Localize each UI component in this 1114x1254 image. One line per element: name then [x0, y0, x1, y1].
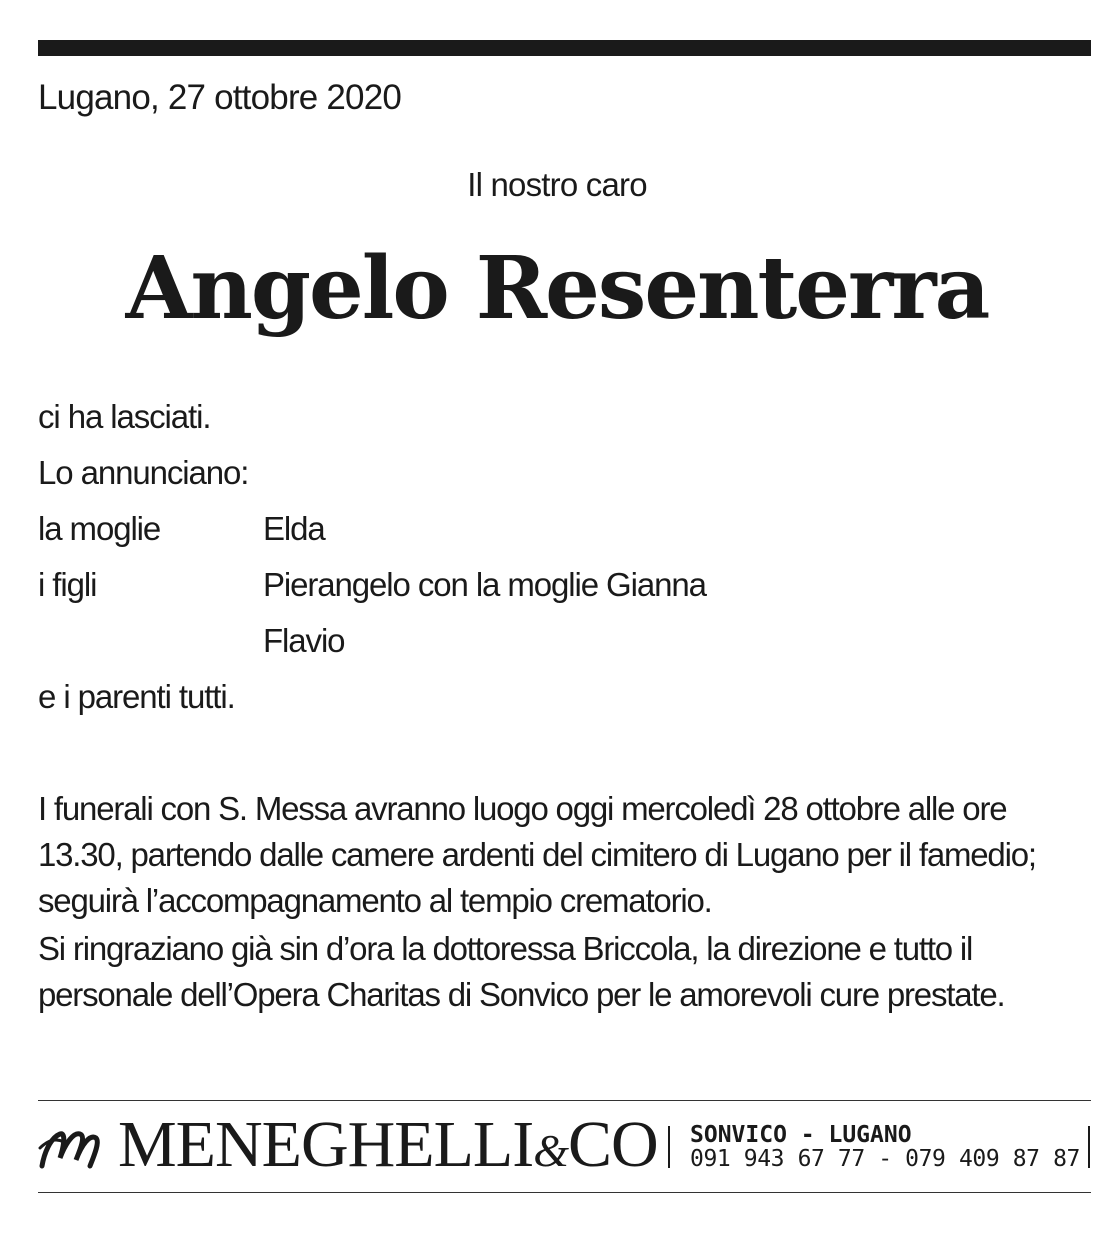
- footer-divider-right: [1088, 1126, 1090, 1168]
- deceased-name: Angelo Resenterra: [125, 238, 989, 339]
- funeral-home-phones: 091 943 67 77 - 079 409 87 87: [690, 1146, 1080, 1172]
- funeral-paragraph: I funerali con S. Messa avranno luogo oggi mercoledì 28 ottobre alle ore 13.30, partendo dalle camere ardenti del cimitero di Lugano per il famedio; seguirà l’accompagnamento al tempio crematorio.: [38, 790, 1036, 919]
- closing-text: e i parenti tutti.: [38, 678, 235, 715]
- footer-rule-top: [38, 1100, 1091, 1101]
- family-names-child-2: Flavio: [263, 622, 345, 659]
- brand-co: CO: [568, 1108, 658, 1181]
- funeral-home-brand: [118, 1108, 658, 1181]
- funeral-home-location: SONVICO - LUGANO: [690, 1122, 912, 1148]
- funeral-home-logo-icon: [38, 1124, 102, 1172]
- footer-rule-bottom: [38, 1192, 1091, 1193]
- family-names-wife: Elda: [263, 510, 325, 547]
- family-role-wife: la moglie: [38, 510, 161, 547]
- place-date: Lugano, 27 ottobre 2020: [38, 78, 402, 117]
- family-role-children: i figli: [38, 566, 97, 603]
- family-names-child-1: Pierangelo con la moglie Gianna: [263, 566, 706, 603]
- brand-main: MENEGHELLI: [118, 1108, 534, 1181]
- intro-text: Il nostro caro: [467, 166, 647, 203]
- top-rule: [38, 40, 1091, 56]
- left-us-text: ci ha lasciati.: [38, 398, 211, 435]
- thanks-paragraph: Si ringraziano già sin d’ora la dottoressa Briccola, la direzione e tutto il personale dell’Opera Charitas di Sonvico per le amorevoli cure prestate.: [38, 930, 1005, 1013]
- brand-ampersand: &: [533, 1125, 569, 1176]
- footer-divider-left: [668, 1126, 670, 1168]
- announced-by-text: Lo annunciano:: [38, 454, 249, 491]
